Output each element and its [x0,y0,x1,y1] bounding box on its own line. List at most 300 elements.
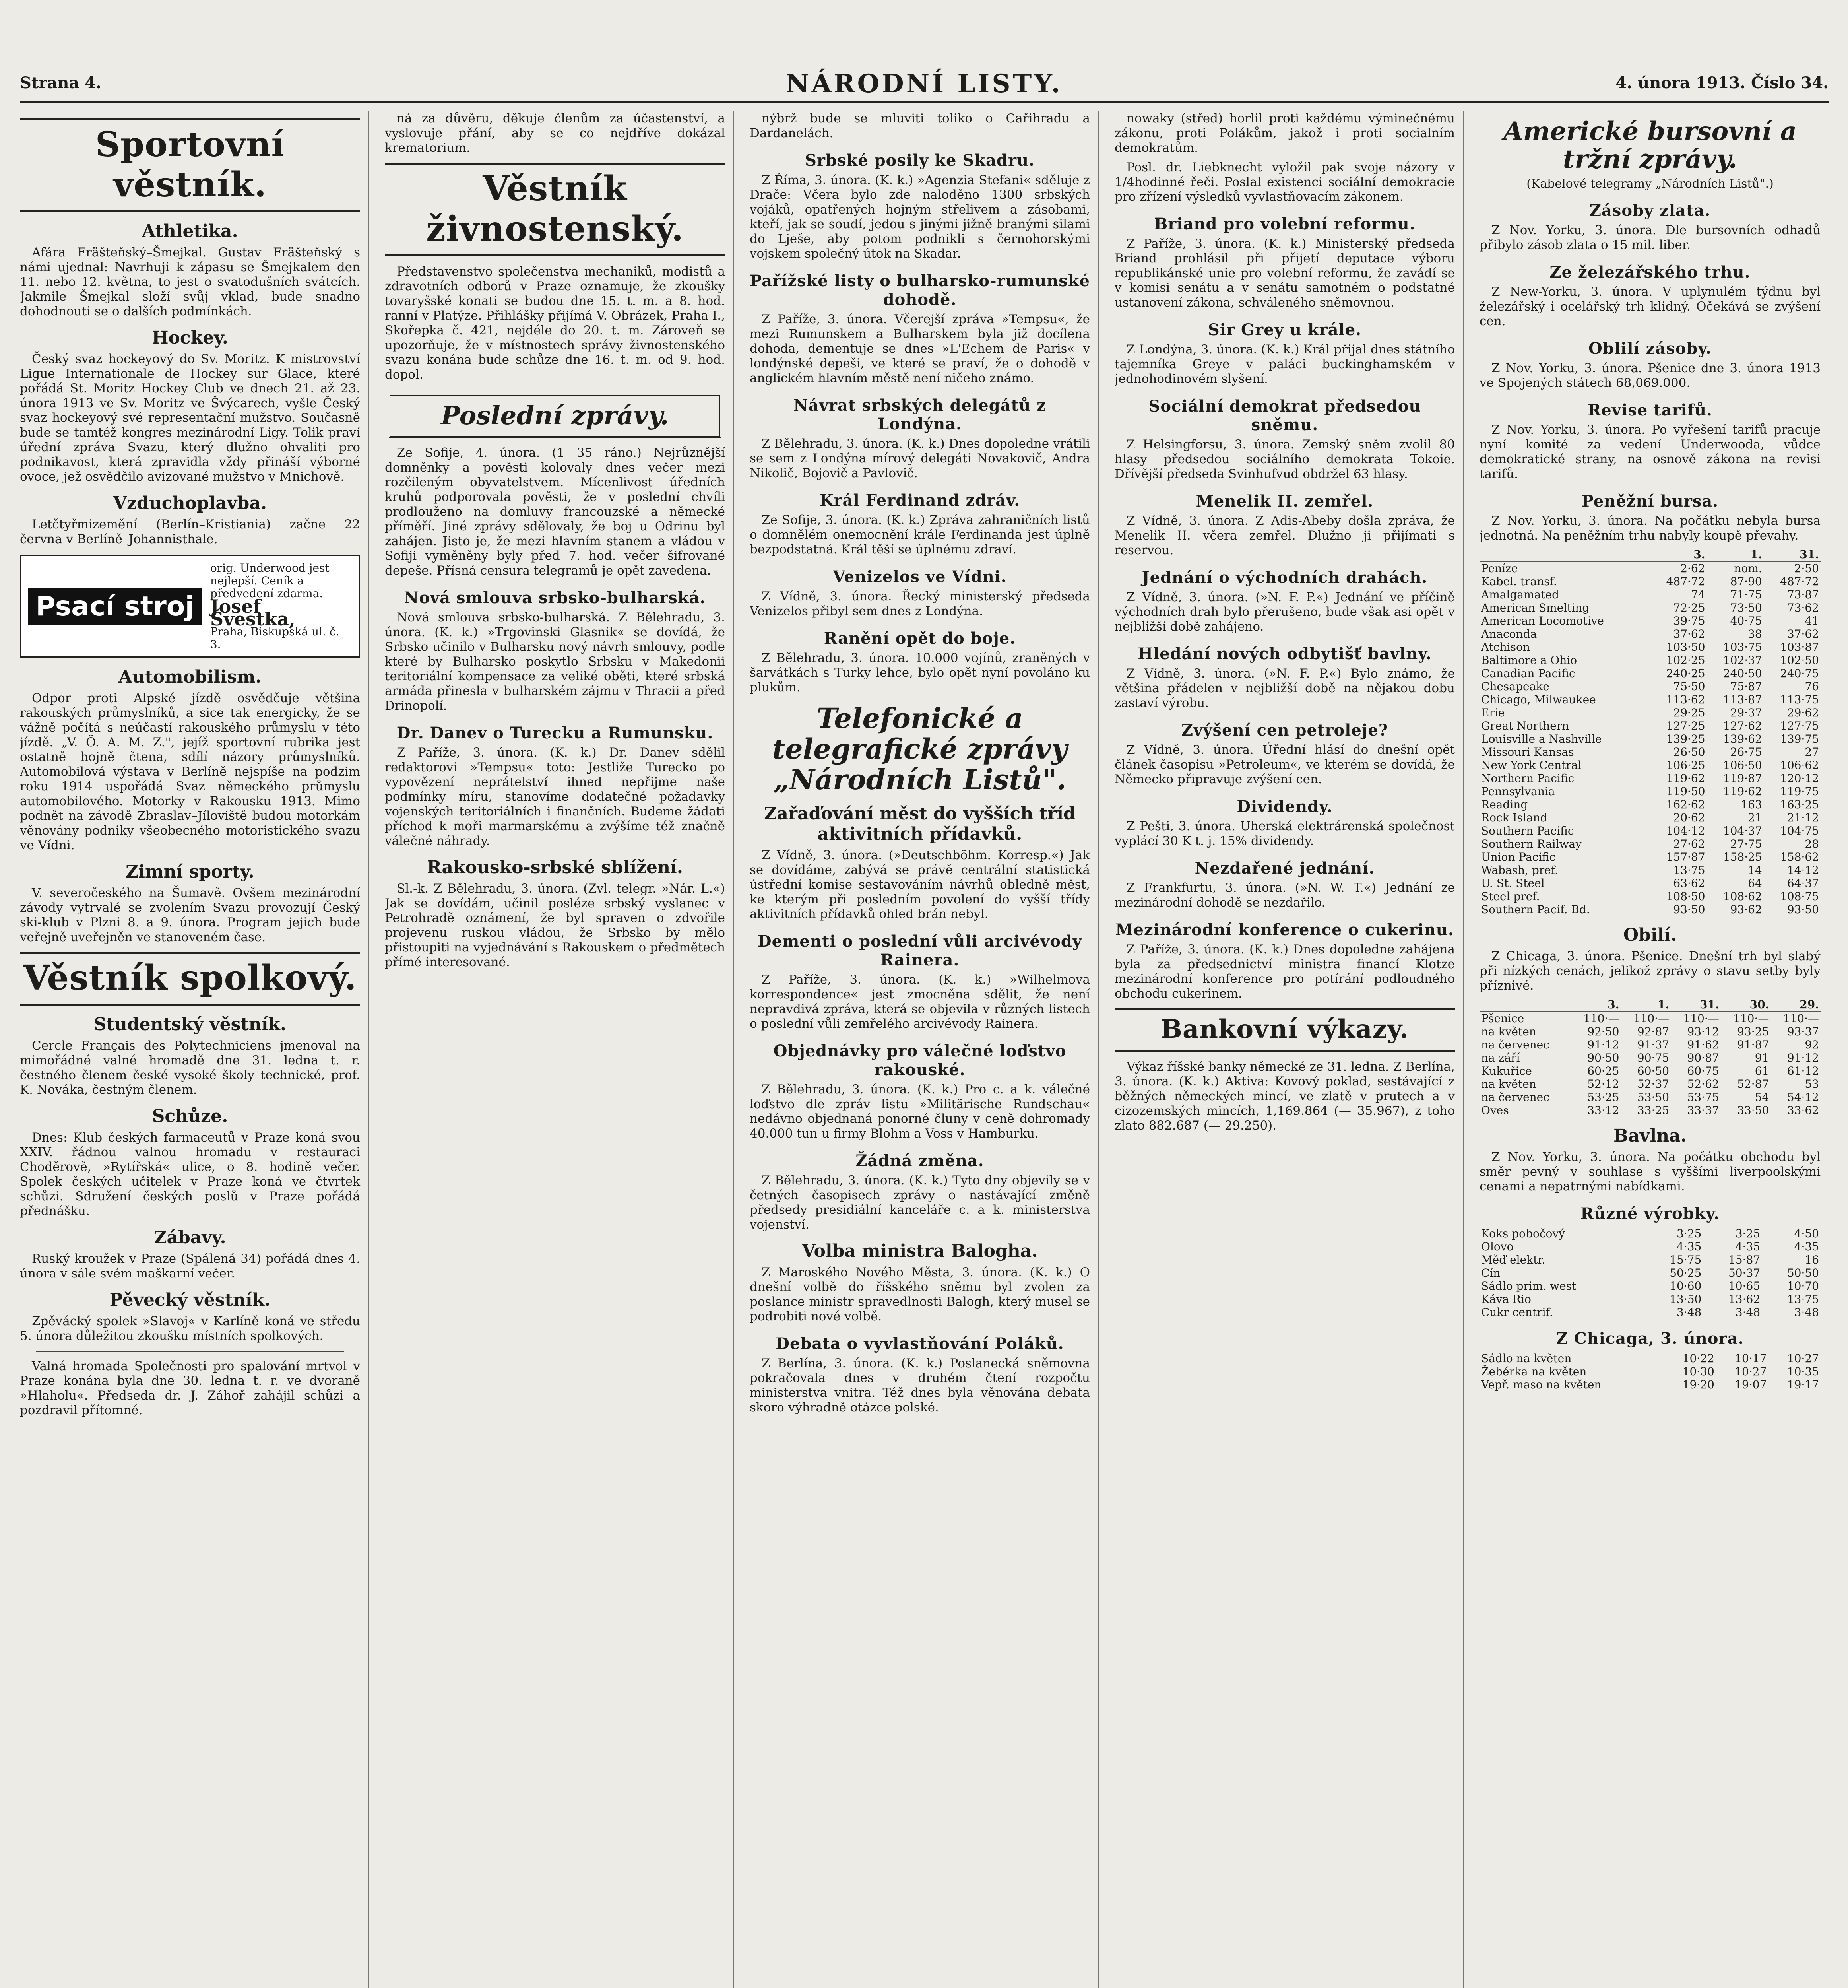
row-value: 73·87 [1787,588,1819,601]
row-value: 13·62 [1728,1292,1761,1306]
table-header-row [1480,998,1821,1011]
cremation-continued: ná za důvěru, děkuje členům za účastenství, a vyslovuje přání, aby se co nejdříve dokázal krematorium. [385,111,725,155]
row-value: 10·35 [1787,1365,1819,1378]
row-label: na květen [1481,1077,1536,1091]
stock-row [1480,877,1821,890]
liebknecht-article: Posl. dr. Liebknecht vyložil pak svoje názory v 1/4hodinné řeči. Poslal existenci sociální demokracie pro zřízení výsledků vyvlastňovacím zákonem. [1115,160,1455,204]
auto-article: Odpor proti Alpské jízdě osvědčuje většina rakouských průmyslníků, a sice tak energicky, že se vážně počítá s neúčastí rakouského průmyslu v této jízdě. „V. Ö. A. M. Z.", jejíž sportovní rubrika jest ostatně hojně čtena, sdílí názory průmyslníků. Automobilová výstava v Berlíně nejspíše na podzim roku 1914 uspořádá Svaz německého průmyslu automobilového. Motorky v Rakousku 1913. Mimo podnět na závodě Zbraslav–Jíloviště budou motorkám věnovány podniky všeobecného motoristického svazu ve Vídni. [20,691,360,852]
treaty-article: Nová smlouva srbsko-bulharská. Z Bělehradu, 3. února. (K. k.) »Trgovinski Glasnik« se dovídá, že Srbsko učinilo v Bulharsku nový návrh smlouvy, podle které by Bulharsko poskytlo Srbsku v Makedonii teritoriální kompensace za veliké oběti, které srbská armáda přinesla v bulharském zájmu v Thracii a před Drinopolí. [385,610,725,713]
row-value: 39·75 [1673,614,1705,627]
social-article: Z Helsingforsu, 3. února. Zemský sněm zvolil 80 hlasy předsedou sociálního demokrata Tokoie. Dřívější předseda Svinhufvud obdržel 63 hlasy. [1115,437,1455,481]
student-heading: Studentský věstník. [93,1014,287,1035]
stock-row [1480,798,1821,811]
row-value: 139·62 [1723,732,1762,746]
divider [36,1351,344,1352]
meetings-heading: Schůze. [152,1106,228,1126]
row-value: 91·62 [1687,1038,1719,1051]
row-value: 33·12 [1587,1103,1619,1117]
row-value: 60·75 [1687,1064,1719,1077]
row-value: 93·12 [1687,1025,1719,1038]
column-3 [750,111,1099,1988]
typewriter-advertisement [20,555,360,658]
column-header: 31. [1764,548,1821,561]
sugar-heading: Mezinárodní konference o cukerinu. [1115,920,1454,939]
produce-row [1480,1306,1821,1319]
social-heading: Sociální demokrat předsedou sněmu. [1148,397,1421,434]
row-value: 3·25 [1677,1227,1702,1240]
row-value: 110·— [1733,1011,1769,1025]
serb-heading: Srbské posily ke Skadru. [805,151,1035,170]
produce-row [1480,1227,1821,1240]
poland-continued: nowaky (střed) horlil proti každému výminečnému zákonu, proti Polákům, jakož i proti socialním demokratům. [1115,111,1455,155]
row-value: 38 [1748,627,1762,641]
row-value: 119·75 [1780,784,1819,798]
entertainment-article: Ruský kroužek v Praze (Spálená 34) pořádá dnes 4. února v sále svém maškarní večer. [20,1252,360,1281]
fleet-article: Z Bělehradu, 3. února. (K. k.) Pro c. a k. válečné loďstvo dle zpráv listu »Militärische Rundschau« nedávno objednaná ponorné čluny v ceně dohromady 40.000 tun u firmy Blohm a Voss v Hamburku. [750,1082,1090,1141]
row-label: Great Northern [1481,719,1569,732]
row-label: Reading [1481,798,1528,811]
venizelos-article: Z Vídně, 3. února. Řecký ministerský předseda Venizelos přibyl sem dnes z Londýna. [750,589,1090,618]
treaty-heading: Nová smlouva srbsko-bulharská. [404,588,706,607]
row-label: Sádlo prim. west [1481,1279,1577,1293]
row-value: 10·60 [1670,1279,1702,1293]
row-value: 10·65 [1728,1279,1761,1293]
serb-article: Z Říma, 3. února. (K. k.) »Agenzia Stefani« sděluje z Drače: Včera bylo zde naloděno 1300 srbských vojáků, opatřených hojným střelivem a zásobami, kteří, jak se soudí, jedou s jinými jižně branými silami do Lješe, aby potom podnikli s černohorskými vojskem společný útok na Skadar. [750,173,1090,261]
row-label: na červenec [1481,1038,1549,1051]
row-value: 19·20 [1682,1378,1714,1391]
row-value: 72·25 [1673,601,1705,614]
stock-row [1480,654,1821,667]
singing-heading: Pěvecký věstník. [109,1290,271,1310]
grain-row [1480,1011,1821,1025]
king-heading: Král Ferdinand zdráv. [819,491,1020,510]
row-value: 10·22 [1682,1351,1714,1365]
stock-row [1480,575,1821,588]
row-value: 113·87 [1723,693,1762,706]
cotton-markets-heading: Hledání nových odbytišť bavlny. [1138,645,1432,663]
page-number: Strana 4. [20,74,102,92]
winter-article: V. severočeského na Šumavě. Ovšem mezinárodní závody vytrvalé se zvolením Svazu provozují Český ski-klub v Plzni 8. a 9. února. Program jejich bude veřejně uveřejněn ve stanoveném čase. [20,886,360,944]
row-value: 40·75 [1730,614,1762,627]
row-value: 41 [1805,614,1819,627]
row-value: 13·50 [1670,1292,1702,1306]
stock-row [1480,850,1821,864]
row-value: 162·62 [1666,798,1705,811]
row-value: 240·25 [1666,666,1705,680]
row-value: 103·75 [1723,640,1762,654]
row-value: 50·50 [1787,1266,1819,1279]
row-value: 61 [1755,1064,1769,1077]
row-value: 487·72 [1666,575,1705,588]
money-market-article: Z Nov. Yorku, 3. února. Na počátku nebyla bursa jednotná. Na peněžním trhu nabyly koupě převahy. [1480,513,1821,543]
supply-article: Z Nov. Yorku, 3. února. Pšenice dne 3. února 1913 ve Spojených státech 68,069.000. [1480,361,1821,390]
row-value: 127·62 [1723,719,1762,732]
stock-row [1480,746,1821,759]
row-value: 110·— [1583,1011,1619,1025]
row-value: 33·62 [1787,1103,1819,1117]
grain-row [1480,1077,1821,1091]
column-header [1480,998,1571,1011]
row-value: nom. [1734,561,1762,575]
row-value: 52·62 [1687,1077,1719,1091]
row-value: 113·62 [1666,693,1705,706]
row-value: 73·62 [1787,601,1819,614]
row-value: 61·12 [1787,1064,1819,1077]
row-value: 14 [1748,863,1762,877]
sugar-article: Z Paříže, 3. února. (K. k.) Dnes dopoledne zahájena byla za předsednictví ministra financí Klotze mezinárodní konference pro potírání podloudného obchodu cukerinem. [1115,942,1455,1001]
poland-article: Z Berlína, 3. února. (K. k.) Poslanecká sněmovna pokračovala dnes v druhém čtení rozpočtu ministerstva vnitra. Též dnes byla věnována debata skoro výhradně otázce polské. [750,1356,1090,1415]
row-value: 52·37 [1637,1077,1670,1091]
row-label: Sádlo na květen [1481,1351,1572,1365]
row-value: 29·62 [1787,706,1819,719]
row-value: 53·50 [1637,1090,1670,1104]
row-value: 158·62 [1780,850,1819,864]
row-value: 53·25 [1587,1090,1619,1104]
row-label: Southern Pacif. Bd. [1481,903,1590,916]
row-value: 158·25 [1723,850,1762,864]
row-value: 93·62 [1730,903,1762,916]
row-value: 50·37 [1728,1266,1761,1279]
row-label: Peníze [1481,561,1518,575]
row-value: 106·25 [1666,758,1705,772]
row-value: 4·35 [1735,1240,1761,1253]
briand-heading: Briand pro volební reformu. [1154,215,1416,233]
row-value: 113·75 [1780,693,1819,706]
row-value: 37·62 [1787,627,1819,641]
row-label: Káva Rio [1481,1292,1531,1306]
row-value: 127·25 [1666,719,1705,732]
row-value: 93·50 [1787,903,1819,916]
column-header: 1. [1621,998,1671,1011]
ad-line-1: orig. Underwood jest nejlepší. Ceník a předvedení zdarma. [210,561,330,600]
produce-row [1480,1293,1821,1306]
row-value: 104·75 [1780,824,1819,837]
wounded-heading: Ranění opět do boje. [824,629,1016,648]
produce-row [1480,1240,1821,1253]
row-label: Erie [1481,706,1505,719]
row-label: Kabel. transf. [1481,575,1557,588]
row-value: 33·37 [1687,1103,1719,1117]
row-value: 21 [1748,811,1762,824]
stock-row [1480,864,1821,877]
row-value: 106·50 [1723,758,1762,772]
tariff-heading: Revise tarifů. [1588,400,1712,419]
masthead [20,69,1829,103]
row-label: Anaconda [1481,627,1537,641]
row-value: 37·62 [1673,627,1705,641]
stock-row [1480,719,1821,732]
fleet-heading: Objednávky pro válečné loďstvo rakouské. [773,1042,1067,1079]
row-label: Chesapeake [1481,679,1549,693]
article-columns [20,111,1829,1988]
column-4 [1115,111,1464,1988]
row-label: Vepř. maso na květen [1481,1378,1602,1391]
row-value: 91·87 [1737,1038,1769,1051]
row-value: 14·12 [1787,863,1819,877]
row-value: 54·12 [1787,1090,1819,1104]
telegraph-section-title: Telefonické a telegrafické zprávy „Národních Listů". [772,702,1068,796]
aviation-heading: Vzduchoplavba. [113,493,267,513]
row-label: Kukuřice [1481,1064,1532,1077]
row-value: 103·50 [1666,640,1705,654]
table-header-row [1480,548,1821,561]
railway-heading: Jednání o východních drahách. [1142,568,1428,587]
row-label: Amalgamated [1481,588,1559,601]
row-value: 63·62 [1673,876,1705,890]
row-value: 27 [1805,745,1819,759]
grain-heading: Obilí. [1623,924,1677,945]
grain-row [1480,1104,1821,1117]
chicago-heading: Z Chicaga, 3. února. [1556,1329,1744,1348]
stock-row [1480,706,1821,719]
row-value: 28 [1805,837,1819,850]
stock-row [1480,903,1821,916]
grain-row [1480,1038,1821,1051]
money-market-heading: Peněžní bursa. [1581,491,1719,511]
row-value: 3·48 [1735,1305,1761,1319]
produce-prices-table [1480,1227,1821,1319]
row-value: 13·75 [1787,1292,1819,1306]
row-value: 33·25 [1637,1103,1670,1117]
newspaper-title: NÁRODNÍ LISTY. [786,69,1063,99]
produce-row [1480,1266,1821,1279]
stock-row [1480,614,1821,627]
row-label: Steel pref. [1481,889,1540,903]
row-value: 93·25 [1737,1025,1769,1038]
venizelos-heading: Venizelos ve Vídni. [833,567,1007,586]
row-value: 4·50 [1794,1227,1819,1240]
stock-row [1480,837,1821,850]
row-value: 2·50 [1794,561,1819,575]
produce-row [1480,1253,1821,1266]
row-value: 19·17 [1787,1378,1819,1391]
row-value: 76 [1805,679,1819,693]
class-article: Z Vídně, 3. února. (»Deutschböhm. Korresp.«) Jak se dovídáme, zabývá se právě centrální statistická ústřední komise sestavováním návrhů obledně měst, ke kterým při posledním povolení do vyšší třídy aktivitních přídavků ohled brán nebyl. [750,848,1090,921]
row-value: 163·25 [1780,798,1819,811]
row-value: 10·30 [1682,1365,1714,1378]
row-label: Canadian Pacific [1481,666,1575,680]
balogh-article: Z Maroského Nového Města, 3. února. (K. k.) O dnešní volbě do říšského sněmu byl zvolen za poslance ministr spravedlnosti Balogh, který musel se podrobiti nové volbě. [750,1265,1090,1324]
row-value: 74 [1691,588,1705,601]
row-value: 13·75 [1673,863,1705,877]
row-value: 10·27 [1735,1365,1767,1378]
stock-row [1480,759,1821,772]
row-value: 157·87 [1666,850,1705,864]
grain-row [1480,1091,1821,1104]
row-value: 27·75 [1730,837,1762,850]
row-label: na květen [1481,1025,1536,1038]
row-label: Southern Railway [1481,837,1582,850]
hockey-heading: Hockey. [151,328,229,348]
dividends-article: Z Pešti, 3. února. Uherská elektrárenská společnost vyplácí 30 K t. j. 15% dividendy. [1115,819,1455,848]
danev-article: Z Paříže, 3. února. (K. k.) Dr. Danev sdělil redaktorovi »Tempsu« toto: Jestliže Turecko po vypovězení neprátelství ihned nepřijme naše podmínky míru, stanovíme dodatečné požadavky vojenských teritoriálních i finančních. Budeme žádati příchod k moři marmarskému a zvýšíme též značně válečné náhrady. [385,745,725,848]
row-label: Louisville a Nashville [1481,732,1602,746]
stock-row [1480,693,1821,706]
row-label: Pennsylvania [1481,784,1555,798]
row-value: 90·50 [1587,1051,1619,1064]
stock-row [1480,561,1821,575]
issue-date: 4. února 1913. Číslo 34. [1615,74,1829,92]
row-value: 3·48 [1677,1305,1702,1319]
balogh-heading: Volba ministra Balogha. [802,1241,1038,1261]
row-value: 139·25 [1666,732,1705,746]
row-value: 92 [1805,1038,1819,1051]
row-label: Missouri Kansas [1481,745,1574,759]
cotton-markets-article: Z Vídně, 3. února. (»N. F. P.«) Bylo známo, že většina přádelen v nejbližší době na nějakou dobu zastaví výrobu. [1115,666,1455,710]
row-value: 108·50 [1666,889,1705,903]
row-label: Pšenice [1481,1011,1524,1025]
column-header: 3. [1571,998,1621,1011]
student-article: Cercle Français des Polytechniciens jmenoval na mimořádné valné hromadě dne 31. ledna t. r. čestného členem české vysoké školy technické, prof. K. Nováka, čestným členem. [20,1039,360,1097]
row-value: 10·17 [1735,1351,1767,1365]
row-value: 240·75 [1780,666,1819,680]
railway-article: Z Vídně, 3. února. (»N. F. P.«) Jednání ve příčině východních drah bylo přerušeno, bude však asi opět v nejbližší době zahájeno. [1115,590,1455,634]
column-header: 29. [1770,998,1821,1011]
row-value: 104·12 [1666,824,1705,837]
row-value: 53 [1805,1077,1819,1091]
row-value: 104·37 [1723,824,1762,837]
row-label: Southern Pacific [1481,824,1574,837]
row-label: Rock Island [1481,811,1547,824]
column-header: 30. [1721,998,1771,1011]
section-title-sport: Sportovní věstník. [20,118,360,212]
stock-row [1480,680,1821,693]
chicago-prices-table [1480,1352,1821,1391]
wounded-article: Z Bělehradu, 3. února. 10.000 vojínů, zraněných v šarvátkách s Turky lehce, bylo opět nyní povoláno ku plukům. [750,651,1090,695]
cotton-article: Z Nov. Yorku, 3. února. Na počátku obchodu byl směr pevný v souhlase s vyššími liverpoolskými cenami a nepatrnými nabídkami. [1480,1149,1821,1194]
row-value: 73·50 [1730,601,1762,614]
row-value: 75·87 [1730,679,1762,693]
row-value: 4·35 [1677,1240,1702,1253]
row-value: 110·— [1683,1011,1719,1025]
reconcile-heading: Rakousko-srbské sblížení. [427,857,683,878]
row-value: 110·— [1783,1011,1819,1025]
column-2 [385,111,734,1988]
dardanelles-continued: nýbrž bude se mluviti toliko o Cařihradu a Dardanelách. [750,111,1090,140]
row-value: 91·12 [1587,1038,1619,1051]
latest-news-article: Ze Sofije, 4. února. (1 35 ráno.) Nejrůznější domněnky a pověsti kolovaly dnes večer mezi rozčileným obyvatelstvem. Mícenlivost úředních kruhů podporovala pověsti, že v poslední chvíli prodlouženo na domluvy francouzské a německé příměří. Jiné zprávy sdělovaly, že boj u Odrinu byl zahájen. Jisto je, že mezi hlavním stanem a vládou v Sofiji vyměněny byly před 7. hod. večer šifrované depeše. Přísná censura telegramů je opět zavedena. [385,445,725,578]
king-article: Ze Sofije, 3. února. (K. k.) Zpráva zahraničních listů o domnělém onemocnění krále Ferdinanda jest úplně bezpodstatná. Král těší se úplnému zdraví. [750,513,1090,557]
row-value: 60·50 [1637,1064,1670,1077]
row-value: 15·75 [1670,1253,1702,1266]
row-value: 163 [1741,798,1762,811]
row-value: 53·75 [1687,1090,1719,1104]
delegates-article: Z Bělehradu, 3. února. (K. k.) Dnes dopoledne vrátili se sem z Londýna mírový delegáti Novakovič, Andra Nikolič, Bojovič a Pavlovič. [750,437,1090,480]
class-heading: Zařaďování měst do vyšších tříd aktivitních přídavků. [764,804,1076,844]
column-header: 31. [1671,998,1721,1011]
ad-brand: Josef Švestka, [210,596,295,630]
row-value: 92·50 [1587,1025,1619,1038]
row-value: 52·87 [1737,1077,1769,1091]
grain-article: Z Chicaga, 3. února. Pšenice. Dnešní trh byl slabý při nízkých cenách, jelikož zprávy o stavu setby byly příznivé. [1480,949,1821,993]
grey-article: Z Londýna, 3. února. (K. k.) Král přijal dnes státního tajemníka Greye v paláci buckinghamském v jednohodinovém slyšení. [1115,342,1455,386]
row-value: 108·62 [1723,889,1762,903]
row-label: Měď elektr. [1481,1253,1545,1266]
row-value: 127·75 [1780,719,1819,732]
grain-row [1480,1051,1821,1064]
row-label: Baltimore a Ohio [1481,653,1577,667]
archduke-heading: Dementi o poslední vůli arcivévody Rainera. [757,932,1082,969]
row-value: 4·35 [1794,1240,1819,1253]
row-value: 60·25 [1587,1064,1619,1077]
archduke-article: Z Paříže, 3. února. (K. k.) »Wilhelmova korrespondence« jest zmocněna sdělit, že není nepravdivá zpráva, která se objevila v různých listech o poslední vůli zemřelého arcivévody Rainera. [750,973,1090,1031]
iron-heading: Ze železářského trhu. [1549,262,1751,282]
failed-article: Z Frankfurtu, 3. února. (»N. W. T.«) Jednání ze mezinárodní dohodě se nezdařilo. [1115,881,1455,910]
row-value: 3·48 [1794,1305,1819,1319]
row-value: 2·62 [1680,561,1705,575]
row-value: 50·25 [1670,1266,1702,1279]
row-value: 102·37 [1723,653,1762,667]
row-value: 91·37 [1637,1038,1670,1051]
stock-row [1480,732,1821,746]
row-value: 33·50 [1737,1103,1769,1117]
supply-heading: Oblilí zásoby. [1588,339,1712,358]
stock-row [1480,627,1821,641]
row-value: 91 [1755,1051,1769,1064]
cotton-heading: Bavlna. [1613,1125,1687,1146]
stock-row [1480,641,1821,654]
row-label: Northern Pacific [1481,771,1575,785]
tariff-article: Z Nov. Yorku, 3. února. Po vyřešení tarifů pracuje nyní komité za vedení Underwooda, vůdce demokratické strany, na osnově zákona na revisi tarifů. [1480,422,1821,481]
bank-section-title: Bankovní výkazy. [1115,1008,1455,1052]
entertainment-heading: Zábavy. [154,1227,226,1248]
gold-heading: Zásoby zlata. [1589,201,1711,220]
row-value: 119·87 [1723,771,1762,785]
ad-logo: Psací stroj [28,588,202,625]
row-value: 102·50 [1780,653,1819,667]
aviation-article: Letčtyřmizemění (Berlín–Kristiania) začne 22 června v Berlíně–Johannisthale. [20,517,360,546]
danev-heading: Dr. Danev o Turecku a Rumunsku. [396,723,714,742]
row-label: Oves [1481,1103,1509,1117]
row-value: 106·62 [1780,758,1819,772]
row-value: 52·12 [1587,1077,1619,1091]
hockey-article: Český svaz hockeyový do Sv. Moritz. K mistrovství Ligue Internationale de Hockey sur Glace, které pořádá St. Moritz Hockey Club ve dnech 21. až 23. února 1913 ve Sv. Moritz ve Švýcarech, vyšle Český svaz hockeyový své representační mužstvo. Současně bude se tamtéž kongres mezinárodní Ligy. Tolik praví úřední zpráva Svazu, který dlužno ohvaliti pro podnikavost, která zpravidla vždy přináší výborné ovoce, jež osvědčilo avizované mužstvo v Mnichově. [20,352,360,484]
oil-heading: Zvýšení cen petroleje? [1181,721,1388,740]
row-value: 26·50 [1673,745,1705,759]
grain-row [1480,1025,1821,1038]
chicago-row [1480,1365,1821,1378]
produce-heading: Různé výrobky. [1580,1204,1720,1223]
row-value: 10·27 [1787,1351,1819,1365]
row-value: 16 [1805,1253,1819,1266]
row-value: 10·70 [1787,1279,1819,1293]
row-value: 487·72 [1780,575,1819,588]
row-value: 139·75 [1780,732,1819,746]
row-value: 15·87 [1728,1253,1761,1266]
stock-quotes-table [1480,548,1821,916]
market-subtitle: (Kabelové telegramy „Národních Listů".) [1526,177,1774,191]
row-value: 71·75 [1730,588,1762,601]
stock-row [1480,667,1821,680]
row-value: 29·25 [1673,706,1705,719]
grain-row [1480,1064,1821,1077]
row-label: Koks pobočový [1481,1227,1565,1240]
latest-news-title: Poslední zprávy. [389,394,721,438]
chicago-row [1480,1378,1821,1391]
row-value: 26·75 [1730,745,1762,759]
row-value: 120·12 [1780,771,1819,785]
row-value: 3·25 [1735,1227,1761,1240]
row-value: 20·62 [1673,811,1705,824]
row-label: American Smelting [1481,601,1590,614]
row-value: 110·— [1633,1011,1670,1025]
row-value: 27·62 [1673,837,1705,850]
bank-article: Výkaz říšské banky německé ze 31. ledna. Z Berlína, 3. února. (K. k.) Aktiva: Kovový poklad, sestávající z běžných německých mincí, ve zlatě v prutech a v cizozemských mincích, 1,169.864 (— 35.967), z toho zlato 882.687 (— 29.250). [1115,1060,1455,1133]
briand-article: Z Paříže, 3. února. (K. k.) Ministerský předseda Briand prohlásil při přijetí deputace výboru republikánské unie pro volební reformu, že zavádí se v komisi senátu a v senátu samotném o podstatné ustanovení zákona, schváleného sněmovnou. [1115,237,1455,310]
row-label: American Locomotive [1481,614,1604,627]
menelik-article: Z Vídně, 3. února. Z Adis-Abeby došla zpráva, že Menelik II. včera zemřel. Dlužno ji přijímati s reservou. [1115,514,1455,557]
row-value: 29·37 [1730,706,1762,719]
